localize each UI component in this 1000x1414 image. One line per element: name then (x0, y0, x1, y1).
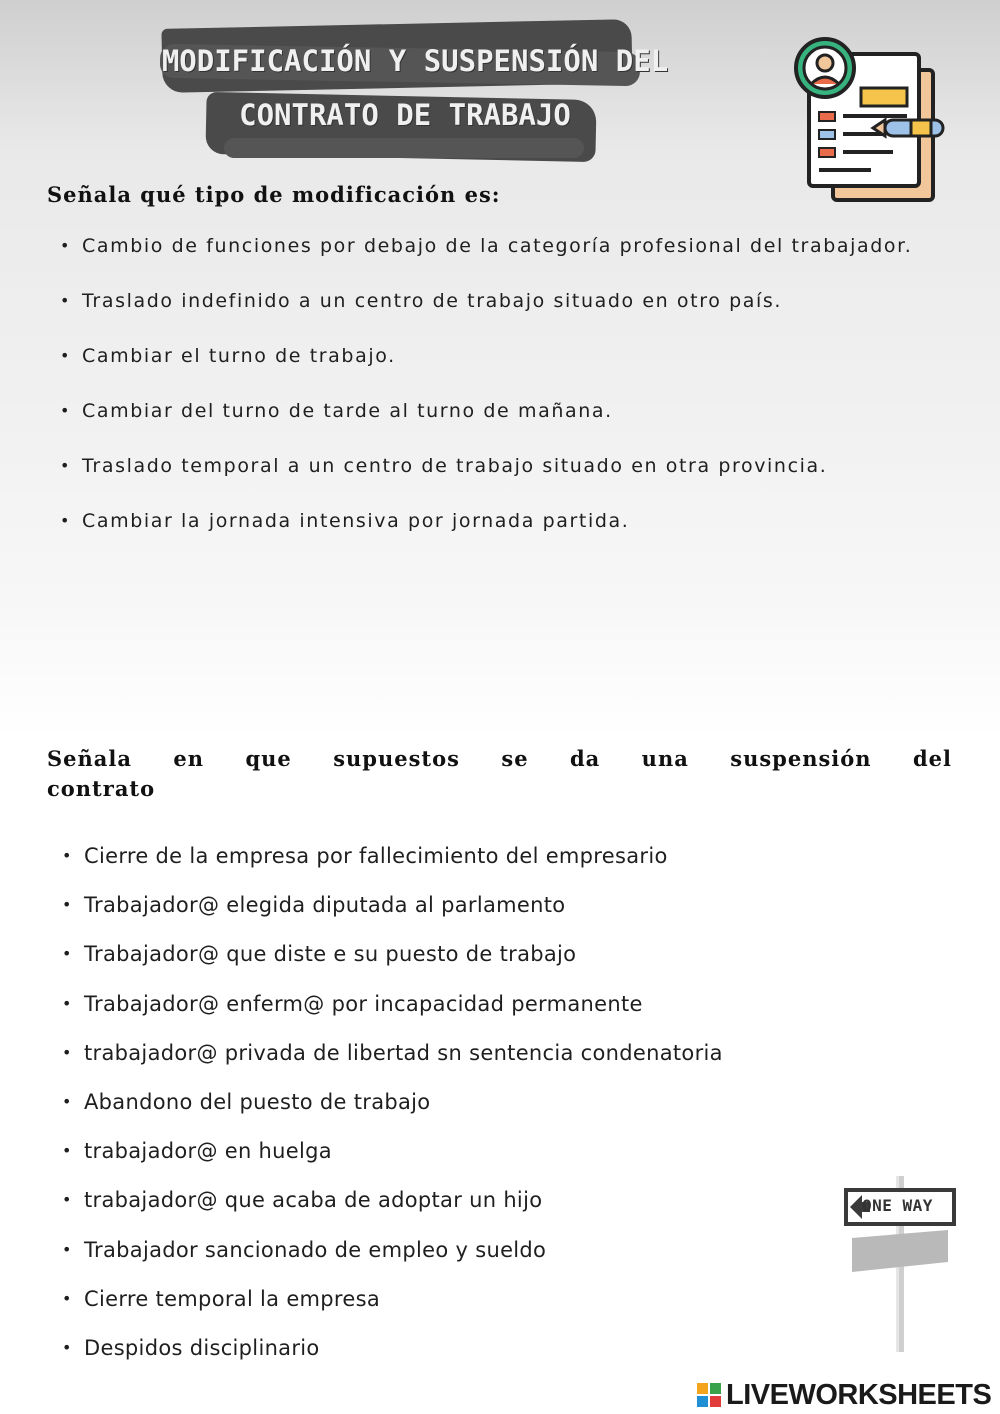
list-item: • Cambiar el turno de trabajo. (60, 342, 952, 370)
page-title-line-1: MODIFICACIÓN Y SUSPENSIÓN DEL (161, 44, 669, 78)
suspension-list (62, 838, 942, 1379)
list-item: • Cambio de funciones por debajo de la categoría profesional del trabajador. (60, 232, 952, 260)
logo-text: LIVEWORKSHEETS (726, 1378, 992, 1411)
list-item: • Trabajador@ que diste e su puesto de trabajo (62, 936, 942, 985)
list-item: • Trabajador@ enferm@ por incapacidad permanente (62, 986, 942, 1035)
list-item: • Traslado indefinido a un centro de trabajo situado en otro país. (60, 287, 952, 315)
list-item: • trabajador@ en huelga (62, 1133, 942, 1182)
list-item: • Trabajador sancionado de empleo y sueldo (62, 1232, 942, 1281)
list-item: • Abandono del puesto de trabajo (62, 1084, 942, 1133)
one-way-sign-text: ONE WAY (862, 1196, 933, 1215)
list-item: • trabajador@ privada de libertad sn sentencia condenatoria (62, 1035, 942, 1084)
list-item: • Traslado temporal a un centro de trabajo situado en otra provincia. (60, 452, 952, 480)
list-item: • Cierre de la empresa por fallecimiento del empresario (62, 838, 942, 887)
list-item: • Cierre temporal la empresa (62, 1281, 942, 1330)
page-title-line-2: CONTRATO DE TRABAJO (239, 98, 571, 132)
list-item: • Cambiar del turno de tarde al turno de mañana. (60, 397, 952, 425)
footer-logo (696, 1378, 991, 1412)
contract-document-icon (793, 36, 958, 206)
list-item: • Cambiar la jornada intensiva por jornada partida. (60, 507, 952, 535)
section-1-heading: Señala qué tipo de modificación es: (47, 182, 501, 207)
list-item: • Trabajador@ elegida diputada al parlamento (62, 887, 942, 936)
list-item: • Despidos disciplinario (62, 1330, 942, 1379)
section-2-heading: Señala en que supuestos se da una suspensión del contrato (47, 746, 952, 801)
brush-stroke (224, 138, 584, 158)
title-banner (160, 18, 670, 168)
modification-list (60, 232, 952, 562)
list-item: • trabajador@ que acaba de adoptar un hijo (62, 1182, 942, 1231)
liveworksheets-logo-icon (696, 1382, 722, 1408)
